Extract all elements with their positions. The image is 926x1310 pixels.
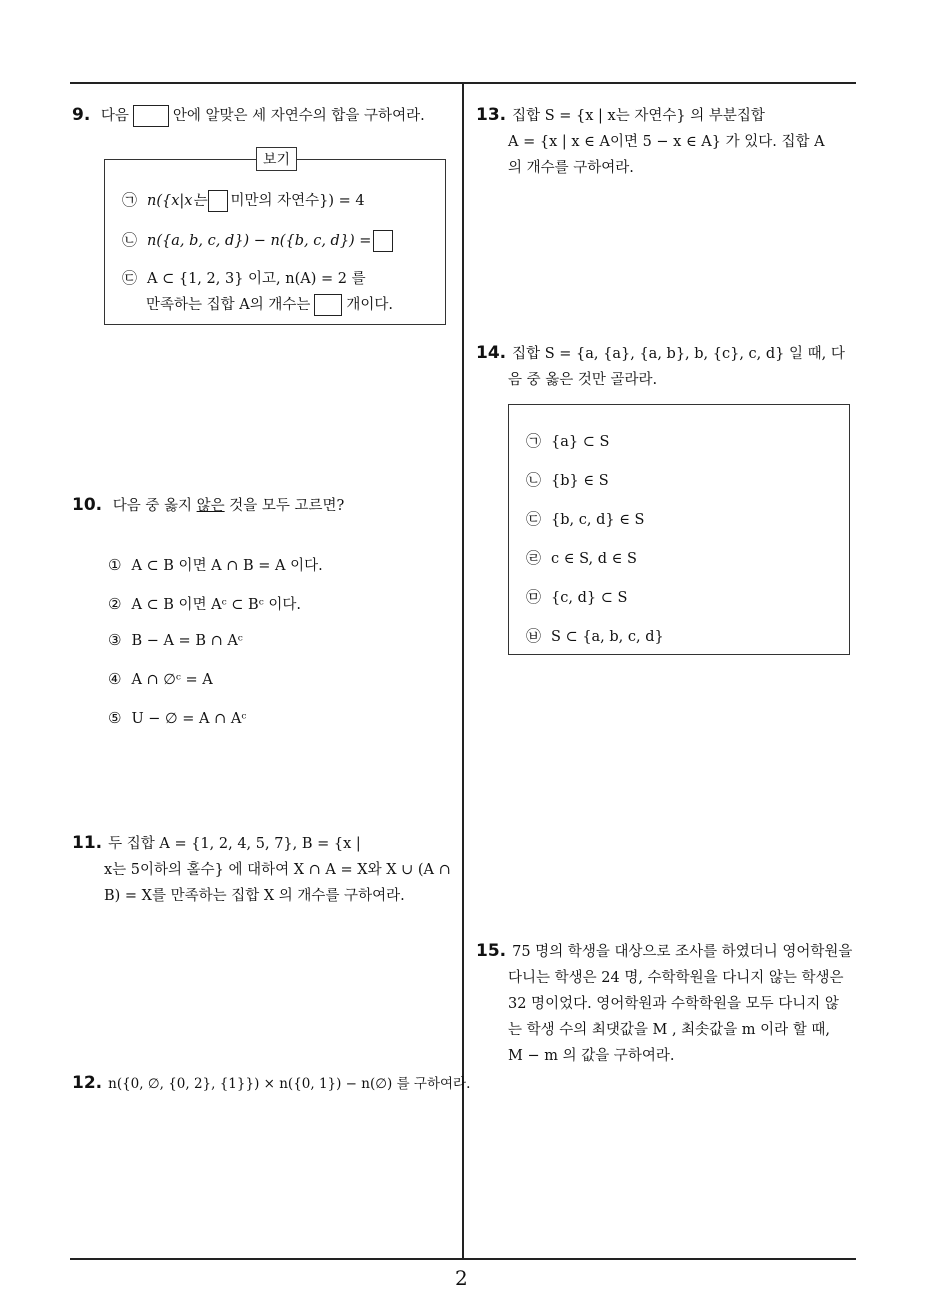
question-11 bbox=[72, 830, 456, 909]
choice-1 bbox=[108, 554, 323, 575]
item-marker: ㉥ bbox=[526, 627, 542, 645]
example-box-label: 보기 bbox=[256, 147, 297, 171]
question-number: 15. bbox=[476, 941, 507, 961]
question-text: 다음 bbox=[100, 108, 129, 124]
choice-marker: ④ bbox=[108, 670, 122, 688]
question-text: 는 학생 수의 최댓값을 M , 최솟값을 m 이라 할 때, bbox=[508, 1022, 831, 1038]
underlined-word: 않은 bbox=[196, 498, 225, 514]
bottom-rule bbox=[70, 1258, 856, 1260]
question-text: B) = X를 만족하는 집합 X 의 개수를 구하여라. bbox=[104, 888, 405, 904]
item-text: {b} ∈ S bbox=[551, 473, 609, 489]
item-marker: ㉣ bbox=[526, 549, 542, 567]
question-text: 75 명의 학생을 대상으로 조사를 하였더니 영어학원을 bbox=[512, 944, 853, 960]
statement-item bbox=[526, 430, 609, 451]
question-text: 다니는 학생은 24 명, 수학학원을 다니지 않는 학생은 bbox=[508, 970, 844, 986]
question-number: 12. bbox=[72, 1073, 103, 1093]
answer-blank bbox=[133, 105, 169, 127]
item-text: {c, d} ⊂ S bbox=[551, 590, 628, 606]
item-text: {a} ⊂ S bbox=[551, 434, 610, 450]
question-text: 것을 모두 고르면? bbox=[229, 498, 345, 514]
statement-item bbox=[526, 469, 609, 490]
question-text: 안에 알맞은 세 자연수의 합을 구하여라. bbox=[172, 108, 425, 124]
question-text: 두 집합 A = {1, 2, 4, 5, 7}, B = {x | bbox=[108, 836, 361, 852]
question-text: 32 명이었다. 영어학원과 수학학원을 모두 다니지 않 bbox=[508, 996, 839, 1012]
item-marker: ㉡ bbox=[122, 231, 138, 249]
question-15 bbox=[476, 938, 860, 1069]
choice-marker: ③ bbox=[108, 631, 122, 649]
question-number: 10. bbox=[72, 495, 103, 515]
choice-text: A ⊂ B 이면 A ∩ B = A 이다. bbox=[131, 558, 323, 574]
example-item-continuation bbox=[146, 293, 393, 316]
choice-text: B − A = B ∩ Aᶜ bbox=[131, 633, 243, 649]
item-text: c ∈ S, d ∈ S bbox=[551, 551, 637, 567]
choice-5 bbox=[108, 709, 246, 727]
example-item bbox=[122, 267, 366, 288]
item-text: n({a, b, c, d}) − n({b, c, d}) = bbox=[147, 233, 372, 249]
answer-blank bbox=[373, 230, 393, 252]
item-text: S ⊂ {a, b, c, d} bbox=[551, 629, 664, 645]
question-text: 집합 S = {x | x는 자연수} 의 부분집합 bbox=[512, 108, 765, 124]
item-marker: ㉡ bbox=[526, 471, 542, 489]
item-text: A ⊂ {1, 2, 3} 이고, n(A) = 2 를 bbox=[147, 271, 366, 287]
choice-marker: ② bbox=[108, 595, 122, 613]
question-12 bbox=[72, 1070, 471, 1097]
example-item bbox=[122, 189, 365, 212]
item-marker: ㉢ bbox=[526, 510, 542, 528]
item-marker: ㉠ bbox=[122, 191, 138, 209]
question-text: 음 중 옳은 것만 골라라. bbox=[508, 372, 658, 388]
statement-item bbox=[526, 508, 644, 529]
item-text: n({x|x는 bbox=[147, 193, 207, 209]
question-number: 14. bbox=[476, 343, 507, 363]
choice-text: U − ∅ = A ∩ Aᶜ bbox=[131, 711, 247, 727]
choice-text: A ∩ ∅ᶜ = A bbox=[131, 672, 213, 688]
item-text: 개이다. bbox=[346, 297, 394, 313]
choice-text: A ⊂ B 이면 Aᶜ ⊂ Bᶜ 이다. bbox=[131, 597, 301, 613]
question-text: A = {x | x ∈ A이면 5 − x ∈ A} 가 있다. 집합 A bbox=[508, 134, 825, 150]
question-13 bbox=[476, 102, 860, 181]
question-text: x는 5이하의 홀수} 에 대하여 X ∩ A = X와 X ∪ (A ∩ bbox=[104, 862, 451, 878]
question-text: M − m 의 값을 구하여라. bbox=[508, 1048, 675, 1064]
question-14 bbox=[476, 340, 860, 393]
statement-item bbox=[526, 547, 637, 568]
question-text: 다음 중 옳지 bbox=[112, 498, 192, 514]
item-marker: ㉢ bbox=[122, 269, 138, 287]
page-number: 2 bbox=[455, 1266, 468, 1290]
item-marker: ㉤ bbox=[526, 588, 542, 606]
choice-marker: ⑤ bbox=[108, 709, 122, 727]
item-text: 미만의 자연수}) = 4 bbox=[230, 193, 365, 209]
item-text: {b, c, d} ∈ S bbox=[551, 512, 645, 528]
answer-blank bbox=[314, 294, 342, 316]
question-text: n({0, ∅, {0, 2}, {1}}) × n({0, 1}) − n(∅) 를 구하여라. bbox=[108, 1076, 471, 1092]
statement-item bbox=[526, 625, 664, 646]
item-marker: ㉠ bbox=[526, 432, 542, 450]
question-number: 9. bbox=[72, 105, 91, 125]
item-text: 만족하는 집합 A의 개수는 bbox=[146, 297, 311, 313]
choice-3 bbox=[108, 631, 243, 649]
statement-item bbox=[526, 586, 627, 607]
choice-marker: ① bbox=[108, 556, 122, 574]
question-text: 집합 S = {a, {a}, {a, b}, b, {c}, c, d} 일 때, 다 bbox=[512, 346, 845, 362]
example-item bbox=[122, 229, 395, 252]
choice-4 bbox=[108, 670, 213, 688]
choice-2 bbox=[108, 593, 301, 614]
question-10 bbox=[72, 492, 452, 519]
question-number: 11. bbox=[72, 833, 103, 853]
question-text: 의 개수를 구하여라. bbox=[508, 160, 634, 176]
question-9 bbox=[72, 102, 452, 129]
answer-blank bbox=[208, 190, 228, 212]
question-number: 13. bbox=[476, 105, 507, 125]
